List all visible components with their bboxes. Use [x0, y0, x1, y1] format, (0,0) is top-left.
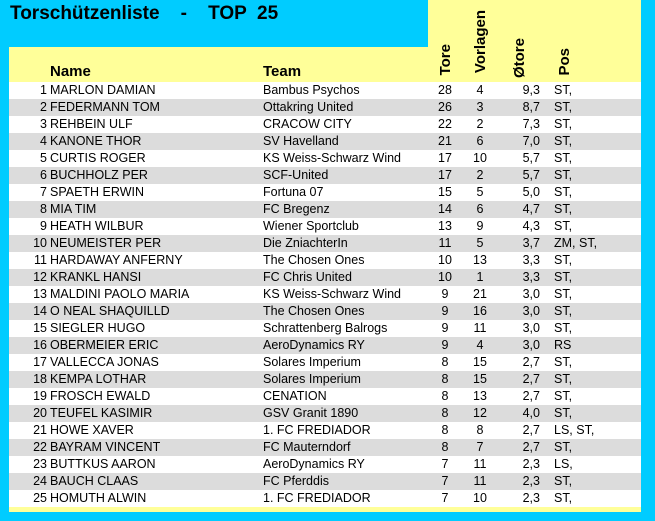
rank-cell: 25	[33, 491, 47, 505]
assists-cell: 2	[476, 117, 484, 131]
table-row	[9, 201, 641, 218]
team-cell: Schrattenberg Balrogs	[263, 321, 388, 335]
rank-cell: 9	[40, 219, 47, 233]
player-name-cell: O NEAL SHAQUILLD	[50, 304, 170, 318]
assists-cell: 21	[473, 287, 487, 301]
table-header	[9, 47, 641, 82]
rank-cell: 6	[40, 168, 47, 182]
player-name-cell: HARDAWAY ANFERNY	[50, 253, 183, 267]
goals-cell: 7	[441, 491, 449, 505]
assists-cell: 4	[476, 83, 484, 97]
position-cell: ST,	[554, 270, 573, 284]
goal-average-cell: 2,7	[522, 372, 540, 386]
player-name-cell: NEUMEISTER PER	[50, 236, 162, 250]
table-row	[9, 371, 641, 388]
team-cell: Ottakring United	[263, 100, 354, 114]
position-cell: ST,	[554, 304, 573, 318]
rank-cell: 20	[33, 406, 47, 420]
assists-cell: 3	[476, 100, 484, 114]
rank-cell: 18	[33, 372, 47, 386]
team-cell: AeroDynamics RY	[263, 457, 365, 471]
goals-cell: 8	[441, 423, 449, 437]
table-row	[9, 286, 641, 303]
position-cell: ZM, ST,	[554, 236, 598, 250]
team-cell: Solares Imperium	[263, 372, 361, 386]
goals-cell: 7	[441, 474, 449, 488]
rank-cell: 16	[33, 338, 47, 352]
team-cell: FC Pferddis	[263, 474, 329, 488]
player-name-cell: REHBEIN ULF	[50, 117, 133, 131]
rank-cell: 13	[33, 287, 47, 301]
rank-cell: 14	[33, 304, 47, 318]
player-name-cell: SPAETH ERWIN	[50, 185, 144, 199]
table-row	[9, 99, 641, 116]
table-row	[9, 354, 641, 371]
rank-cell: 2	[40, 100, 47, 114]
goals-cell: 8	[441, 389, 449, 403]
rank-cell: 5	[40, 151, 47, 165]
goal-average-cell: 2,7	[522, 440, 540, 454]
rank-cell: 22	[33, 440, 47, 454]
team-cell: The Chosen Ones	[263, 304, 365, 318]
team-cell: CRACOW CITY	[263, 117, 352, 131]
position-cell: ST,	[554, 100, 573, 114]
goal-average-cell: 2,3	[522, 491, 540, 505]
player-name-cell: SIEGLER HUGO	[50, 321, 146, 335]
table-row	[9, 422, 641, 439]
team-cell: KS Weiss-Schwarz Wind	[263, 287, 401, 301]
goal-average-cell: 2,7	[522, 389, 540, 403]
team-cell: FC Bregenz	[263, 202, 330, 216]
position-cell: ST,	[554, 287, 573, 301]
team-cell: Die ZniachterIn	[263, 236, 348, 250]
team-cell: 1. FC FREDIADOR	[263, 491, 371, 505]
table-row	[9, 269, 641, 286]
goal-average-cell: 3,0	[522, 321, 540, 335]
player-name-cell: HOMUTH ALWIN	[50, 491, 147, 505]
team-cell: FC Mauterndorf	[263, 440, 351, 454]
position-cell: ST,	[554, 355, 573, 369]
table-row	[9, 303, 641, 320]
table-row	[9, 320, 641, 337]
column-header-name: Name	[50, 63, 91, 80]
rank-cell: 17	[33, 355, 47, 369]
rank-cell: 15	[33, 321, 47, 335]
player-name-cell: FROSCH EWALD	[50, 389, 151, 403]
goals-cell: 8	[441, 372, 449, 386]
assists-cell: 4	[476, 338, 484, 352]
goals-cell: 11	[438, 236, 452, 250]
table-footer-band	[9, 507, 641, 512]
position-cell: ST,	[554, 151, 573, 165]
table-row	[9, 473, 641, 490]
column-header-goals: Tore	[437, 44, 454, 76]
team-cell: 1. FC FREDIADOR	[263, 423, 371, 437]
position-cell: ST,	[554, 474, 573, 488]
goals-cell: 21	[438, 134, 452, 148]
position-cell: ST,	[554, 185, 573, 199]
position-cell: ST,	[554, 406, 573, 420]
assists-cell: 16	[473, 304, 487, 318]
table-row	[9, 490, 641, 507]
player-name-cell: TEUFEL KASIMIR	[50, 406, 153, 420]
table-row	[9, 82, 641, 99]
rank-cell: 11	[34, 253, 47, 267]
goal-average-cell: 5,0	[522, 185, 540, 199]
player-name-cell: OBERMEIER ERIC	[50, 338, 159, 352]
goals-cell: 8	[441, 406, 449, 420]
player-name-cell: KEMPA LOTHAR	[50, 372, 147, 386]
team-cell: Fortuna 07	[263, 185, 324, 199]
rank-cell: 4	[40, 134, 47, 148]
team-cell: Bambus Psychos	[263, 83, 360, 97]
rank-cell: 7	[40, 185, 47, 199]
column-header-team: Team	[263, 63, 302, 80]
assists-cell: 5	[476, 185, 484, 199]
position-cell: ST,	[554, 491, 573, 505]
assists-cell: 1	[476, 270, 484, 284]
goals-cell: 8	[441, 355, 449, 369]
team-cell: CENATION	[263, 389, 327, 403]
goals-cell: 9	[441, 321, 449, 335]
goals-cell: 10	[438, 253, 452, 267]
goals-cell: 17	[438, 151, 452, 165]
rank-cell: 12	[33, 270, 47, 284]
assists-cell: 8	[476, 423, 484, 437]
player-name-cell: HOWE XAVER	[50, 423, 134, 437]
goal-average-cell: 4,3	[522, 219, 540, 233]
table-row	[9, 405, 641, 422]
assists-cell: 6	[476, 134, 484, 148]
goals-cell: 28	[438, 83, 452, 97]
table-row	[9, 116, 641, 133]
goal-average-cell: 7,3	[522, 117, 540, 131]
goal-average-cell: 2,3	[522, 474, 540, 488]
player-name-cell: BUTTKUS AARON	[50, 457, 156, 471]
assists-cell: 7	[476, 440, 484, 454]
goal-average-cell: 4,7	[522, 202, 540, 216]
goals-cell: 9	[441, 287, 449, 301]
table-row	[9, 337, 641, 354]
rank-cell: 1	[40, 83, 47, 97]
position-cell: ST,	[554, 202, 573, 216]
table-row	[9, 167, 641, 184]
table-row	[9, 218, 641, 235]
goal-average-cell: 3,0	[522, 304, 540, 318]
assists-cell: 2	[476, 168, 484, 182]
position-cell: LS,	[554, 457, 573, 471]
team-cell: Solares Imperium	[263, 355, 361, 369]
assists-cell: 11	[473, 474, 487, 488]
player-name-cell: FEDERMANN TOM	[50, 100, 160, 114]
assists-cell: 12	[473, 406, 487, 420]
player-name-cell: BAYRAM VINCENT	[50, 440, 161, 454]
position-cell: RS	[554, 338, 572, 352]
table-row	[9, 456, 641, 473]
goal-average-cell: 3,7	[522, 236, 540, 250]
table-row	[9, 388, 641, 405]
team-cell: SV Havelland	[263, 134, 339, 148]
team-cell: GSV Granit 1890	[263, 406, 359, 420]
assists-cell: 15	[473, 355, 487, 369]
position-cell: ST,	[554, 219, 573, 233]
assists-cell: 13	[473, 253, 487, 267]
goal-average-cell: 5,7	[522, 168, 540, 182]
goal-average-cell: 2,7	[522, 423, 540, 437]
assists-cell: 13	[473, 389, 487, 403]
assists-cell: 10	[473, 491, 487, 505]
team-cell: Wiener Sportclub	[263, 219, 359, 233]
position-cell: ST,	[554, 168, 573, 182]
team-cell: KS Weiss-Schwarz Wind	[263, 151, 401, 165]
position-cell: ST,	[554, 372, 573, 386]
rank-cell: 23	[33, 457, 47, 471]
goals-cell: 13	[438, 219, 452, 233]
player-name-cell: KANONE THOR	[50, 134, 142, 148]
table-row	[9, 235, 641, 252]
team-cell: AeroDynamics RY	[263, 338, 365, 352]
player-name-cell: MIA TIM	[50, 202, 97, 216]
goals-cell: 26	[438, 100, 452, 114]
table-row	[9, 439, 641, 456]
position-cell: ST,	[554, 389, 573, 403]
assists-cell: 10	[473, 151, 487, 165]
rank-cell: 21	[33, 423, 47, 437]
position-cell: ST,	[554, 83, 573, 97]
player-name-cell: VALLECCA JONAS	[50, 355, 159, 369]
goal-average-cell: 4,0	[522, 406, 540, 420]
assists-cell: 11	[473, 321, 487, 335]
position-cell: ST,	[554, 440, 573, 454]
table-row	[9, 252, 641, 269]
position-cell: ST,	[554, 321, 573, 335]
player-name-cell: KRANKL HANSI	[50, 270, 142, 284]
position-cell: ST,	[554, 134, 573, 148]
column-header-position: Pos	[556, 48, 573, 76]
table-row	[9, 133, 641, 150]
goals-cell: 8	[441, 440, 449, 454]
goal-average-cell: 3,3	[522, 270, 540, 284]
goal-average-cell: 9,3	[522, 83, 540, 97]
goal-average-cell: 7,0	[522, 134, 540, 148]
goal-average-cell: 5,7	[522, 151, 540, 165]
player-name-cell: HEATH WILBUR	[50, 219, 144, 233]
goals-cell: 14	[438, 202, 452, 216]
table-row	[9, 150, 641, 167]
player-name-cell: MALDINI PAOLO MARIA	[50, 287, 190, 301]
goal-average-cell: 3,3	[522, 253, 540, 267]
goals-cell: 10	[438, 270, 452, 284]
position-cell: LS, ST,	[554, 423, 595, 437]
rank-cell: 19	[33, 389, 47, 403]
rank-cell: 24	[33, 474, 47, 488]
assists-cell: 9	[476, 219, 484, 233]
rank-cell: 10	[33, 236, 47, 250]
goal-average-cell: 3,0	[522, 287, 540, 301]
goals-cell: 17	[438, 168, 452, 182]
team-cell: SCF-United	[263, 168, 329, 182]
goals-cell: 7	[441, 457, 449, 471]
column-header-assists: Vorlagen	[472, 10, 489, 74]
player-name-cell: MARLON DAMIAN	[50, 83, 156, 97]
position-cell: ST,	[554, 117, 573, 131]
header-top-panel	[428, 0, 641, 48]
goals-cell: 9	[441, 304, 449, 318]
assists-cell: 11	[473, 457, 487, 471]
goal-average-cell: 8,7	[522, 100, 540, 114]
goal-average-cell: 2,3	[522, 457, 540, 471]
team-cell: The Chosen Ones	[263, 253, 365, 267]
goals-cell: 22	[438, 117, 452, 131]
column-header-average: Øtore	[511, 38, 528, 79]
player-name-cell: BAUCH CLAAS	[50, 474, 139, 488]
goals-cell: 15	[438, 185, 452, 199]
page-title: Torschützenliste - TOP 25	[10, 3, 279, 24]
scorer-table-body	[9, 82, 641, 507]
assists-cell: 6	[476, 202, 484, 216]
assists-cell: 5	[476, 236, 484, 250]
player-name-cell: BUCHHOLZ PER	[50, 168, 148, 182]
position-cell: ST,	[554, 253, 573, 267]
rank-cell: 8	[40, 202, 47, 216]
rank-cell: 3	[40, 117, 47, 131]
goals-cell: 9	[441, 338, 449, 352]
team-cell: FC Chris United	[263, 270, 352, 284]
assists-cell: 15	[473, 372, 487, 386]
table-row	[9, 184, 641, 201]
player-name-cell: CURTIS ROGER	[50, 151, 146, 165]
goal-average-cell: 2,7	[522, 355, 540, 369]
goal-average-cell: 3,0	[522, 338, 540, 352]
